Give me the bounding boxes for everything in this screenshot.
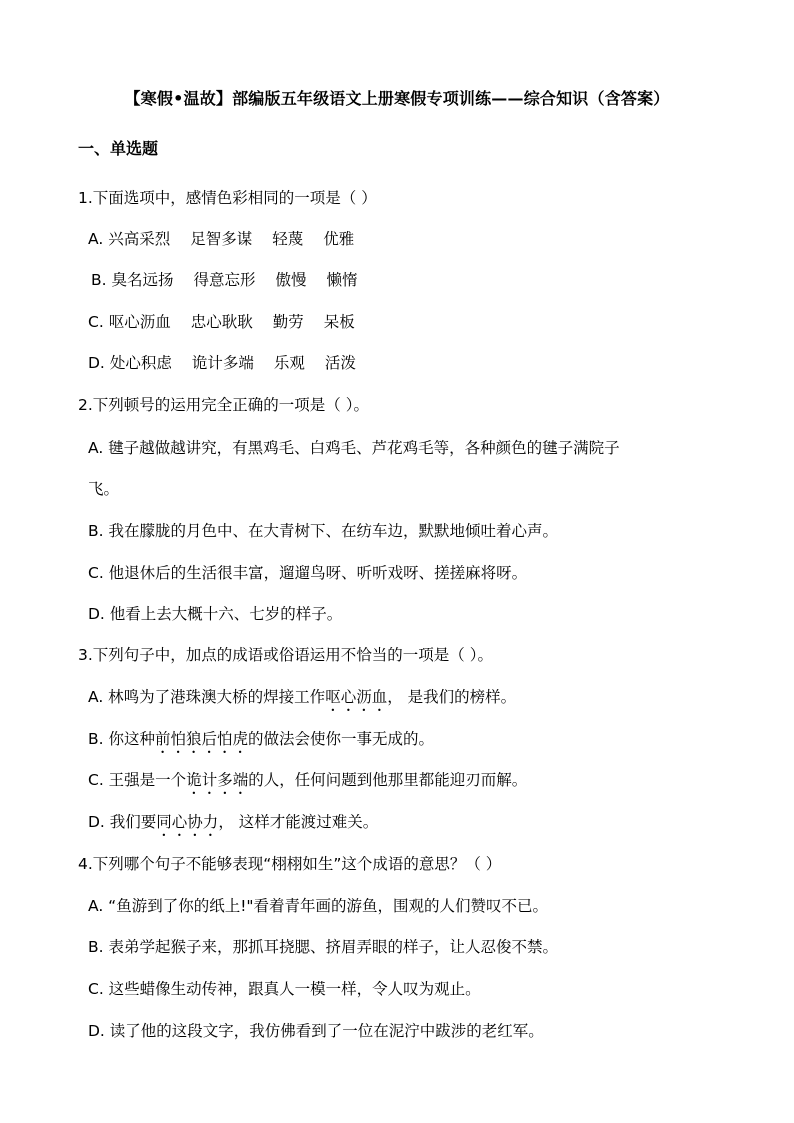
dotted-idiom: 呕心沥血 — [325, 688, 388, 706]
question-4-option-c: C. 这些蜡像生动传神，跟真人一模一样，令人叹为观止。 — [88, 980, 481, 998]
dotted-idiom: 前怕狼后怕虎 — [155, 730, 249, 748]
question-4-option-a: A. “鱼游到了你的纸上!"看着青年画的游鱼，围观的人们赞叹不已。 — [88, 897, 549, 915]
question-2-option-b: B. 我在朦胧的月色中、在大青树下、在纺车边，默默地倾吐着心声。 — [88, 522, 558, 540]
question-2-stem: 2.下列顿号的运用完全正确的一项是（ ）。 — [78, 396, 369, 414]
question-1-stem: 1.下面选项中，感情色彩相同的一项是（ ） — [78, 189, 377, 207]
question-4-stem: 4.下列哪个句子不能够表现“栩栩如生”这个成语的意思？（ ） — [78, 855, 502, 873]
section-heading: 一、单选题 — [78, 139, 159, 158]
question-4-option-d: D. 读了他的这段文字，我仿佛看到了一位在泥泞中跋涉的老红军。 — [88, 1022, 544, 1040]
question-1-option-c: C. 呕心沥血 忠心耿耿 勤劳 呆板 — [88, 313, 355, 331]
question-3-option-d: D. 我们要同心协力， 这样才能渡过难关。 — [88, 813, 379, 831]
question-2-option-a-continued: 飞。 — [88, 480, 120, 498]
question-2-option-c: C. 他退休后的生活很丰富，遛遛鸟呀、听听戏呀、搓搓麻将呀。 — [88, 564, 528, 582]
question-3-option-b: B. 你这种前怕狼后怕虎的做法会使你一事无成的。 — [88, 730, 435, 748]
question-2-option-d: D. 他看上去大概十六、七岁的样子。 — [88, 605, 343, 623]
question-1-option-a: A. 兴高采烈 足智多谋 轻蔑 优雅 — [88, 230, 355, 248]
document-title: 【寒假•温故】部编版五年级语文上册寒假专项训练——综合知识（含答案） — [124, 89, 670, 108]
dotted-idiom: 诡计多端 — [186, 771, 249, 789]
question-1-option-d: D. 处心积虑 诡计多端 乐观 活泼 — [88, 354, 356, 372]
question-3-option-c: C. 王强是一个诡计多端的人，任何问题到他那里都能迎刃而解。 — [88, 771, 528, 789]
question-4-option-b: B. 表弟学起猴子来，那抓耳挠腮、挤眉弄眼的样子，让人忍俊不禁。 — [88, 938, 558, 956]
question-3-stem: 3.下列句子中，加点的成语或俗语运用不恰当的一项是（ ）。 — [78, 646, 493, 664]
question-2-option-a: A. 毽子越做越讲究，有黑鸡毛、白鸡毛、芦花鸡毛等，各种颜色的毽子满院子 — [88, 439, 620, 457]
question-1-option-b: B. 臭名远扬 得意忘形 傲慢 懒惰 — [91, 271, 358, 289]
question-3-option-a: A. 林鸣为了港珠澳大桥的焊接工作呕心沥血， 是我们的榜样。 — [88, 688, 517, 706]
dotted-idiom: 同心协力 — [156, 813, 219, 831]
